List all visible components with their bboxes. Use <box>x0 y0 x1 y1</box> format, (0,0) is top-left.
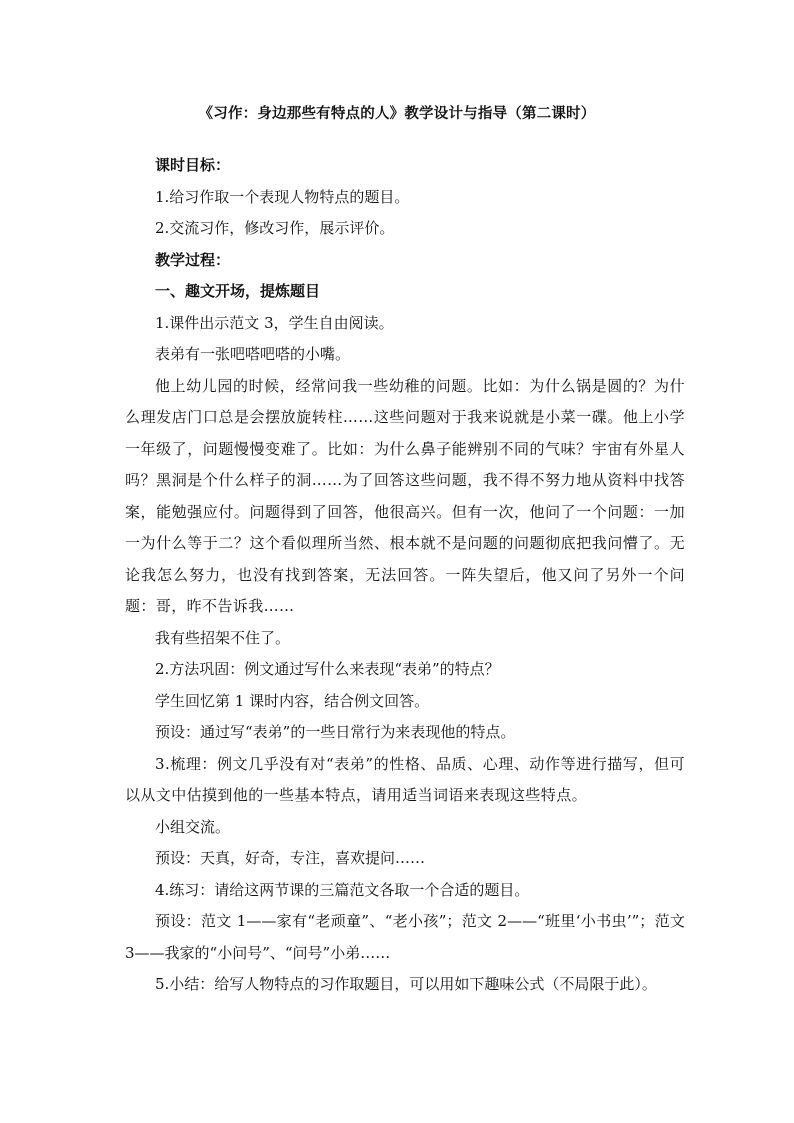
step-paragraph: 4.练习：请给这两节课的三篇范文各取一个合适的题目。 <box>155 880 530 899</box>
step-paragraph: 预设：天真，好奇，专注，喜欢提问…… <box>155 849 426 867</box>
step-paragraph: 3.梳理：例文几乎没有对“表弟”的性格、品质、心理、动作等进行描写，但可以从文中估摸到他的一些基本特点，请用适当词语来表现这些特点。 <box>125 754 685 804</box>
goals-heading: 课时目标： <box>155 156 231 174</box>
sample-paragraph: 我有些招架不住了。 <box>155 628 291 647</box>
process-heading: 教学过程： <box>155 250 231 269</box>
step-paragraph: 学生回忆第 1 课时内容，结合例文回答。 <box>155 691 430 710</box>
step-paragraph: 小组交流。 <box>155 817 231 836</box>
goal-item: 1.给习作取一个表现人物特点的题目。 <box>155 187 410 206</box>
step-paragraph: 预设：范文 1——家有“老顽童”、“老小孩”；范文 2——“班里‘小书虫’”；范文 3——我家的“小问号”、“问号”小弟…… <box>125 912 690 962</box>
goal-item: 2.交流习作，修改习作，展示评价。 <box>155 219 395 237</box>
sample-paragraph: 表弟有一张吧嗒吧嗒的小嘴。 <box>155 345 351 363</box>
step-paragraph: 2.方法巩固：例文通过写什么来表现“表弟”的特点？ <box>155 660 500 678</box>
document-body <box>125 150 690 1001</box>
section-heading: 一、趣文开场，提炼题目 <box>155 282 321 300</box>
step-paragraph: 1.课件出示范文 3，学生自由阅读。 <box>155 313 394 332</box>
sample-paragraph: 他上幼儿园的时候，经常问我一些幼稚的问题。比如：为什么锅是圆的？为什么理发店门口总是会摆放旋转柱……这些问题对于我来说就是小菜一碟。他上小学一年级了，问题慢慢变难了。比如：为什么鼻子能辨别不同的气味？宇宙有外星人吗？黑洞是个什么样子的洞……为了回答这些问题，我不得不努力地从资料中找答案，能勉强应付。问题得到了回答，他很高兴。但有一次，他问了一个问题：一加一为什么等于二？这个看似理所当然、根本就不是问题的问题彻底把我问懵了。无论我怎么努力，也没有找到答案，无法回答。一阵失望后，他又问了另外一个问题：哥，昨不告诉我…… <box>125 376 685 615</box>
page-title: 《习作：身边那些有特点的人》教学设计与指导（第二课时） <box>198 105 596 122</box>
step-paragraph: 预设：通过写“表弟”的一些日常行为来表现他的特点。 <box>155 723 516 741</box>
step-paragraph: 5.小结：给写人物特点的习作取题目，可以用如下趣味公式（不局限于此）。 <box>155 975 657 993</box>
